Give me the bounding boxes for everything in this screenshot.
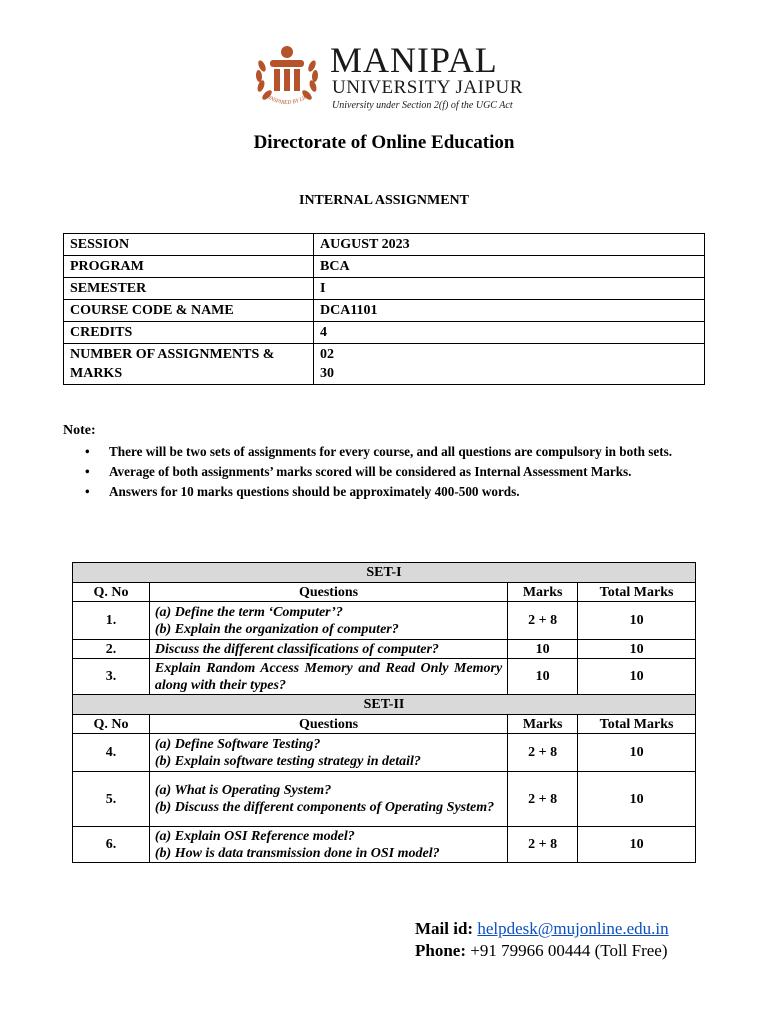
question-number: 2. [73,640,150,659]
question-total: 10 [578,640,696,659]
question-line: (a) Explain OSI Reference model? [154,828,355,844]
question-line: Discuss the different classifications of computer? [154,641,439,657]
question-number: 1. [73,602,150,640]
col-qno: Q. No [73,715,150,734]
bullet-icon: • [85,484,90,499]
info-value: AUGUST 2023 [314,234,705,256]
question-line: (b) How is data transmission done in OSI model? [154,845,440,861]
col-total: Total Marks [578,583,696,602]
set-header-row [73,563,696,583]
column-header-row [73,715,696,734]
question-line: (b) Discuss the different components of Operating System? [154,800,495,815]
bullet-icon: • [85,464,90,479]
question-row [73,772,696,827]
note-text: Answers for 10 marks questions should be approximately 400-500 words. [109,484,520,499]
logo-motto: INSPIRED BY LIFE [267,92,312,107]
question-line: (b) Explain software testing strategy in detail? [154,753,421,769]
info-row [64,300,705,322]
question-total: 10 [578,827,696,863]
note-label: Note: [63,423,96,438]
mail-link[interactable]: helpdesk@mujonline.edu.in [477,919,669,938]
set-title: SET-II [73,695,696,715]
info-row [64,322,705,344]
question-row [73,602,696,640]
question-row [73,827,696,863]
question-line: (b) Explain the organization of computer? [154,621,399,637]
assignment-sets-table [72,562,696,863]
question-text [149,659,507,695]
logo-subname: UNIVERSITY JAIPUR [332,77,523,98]
contact-footer [415,918,669,962]
note-item [85,483,695,501]
info-value: DCA1101 [314,300,705,322]
note-item [85,443,695,461]
phone-line [415,940,669,962]
question-text [149,827,507,863]
col-total: Total Marks [578,715,696,734]
directorate-title: Directorate of Online Education [253,132,515,153]
info-key: SEMESTER [64,278,314,300]
info-value-line: 02 [320,347,334,362]
col-marks: Marks [508,715,578,734]
question-line: (a) What is Operating System? [154,783,332,798]
info-key-line: NUMBER OF ASSIGNMENTS & [70,347,275,362]
question-row [73,659,696,695]
question-text [149,772,507,827]
info-value: 4 [314,322,705,344]
info-row [64,256,705,278]
note-text: Average of both assignments’ marks scored will be considered as Internal Assessment Marks. [109,464,632,479]
question-row [73,640,696,659]
bullet-icon: • [85,444,90,459]
info-value-line: 30 [320,366,334,381]
university-emblem-icon [252,40,322,110]
col-qno: Q. No [73,583,150,602]
question-marks: 2 + 8 [508,827,578,863]
question-line: (a) Define the term ‘Computer’? [154,604,343,620]
info-value [314,344,705,385]
info-row [64,234,705,256]
question-marks: 10 [508,640,578,659]
note-text: There will be two sets of assignments for every course, and all questions are compulsory in both sets. [109,444,673,459]
info-key: COURSE CODE & NAME [64,300,314,322]
info-row [64,344,705,385]
logo-tagline: University under Section 2(f) of the UGC Act [332,100,513,111]
question-marks: 2 + 8 [508,734,578,772]
question-line: Explain Random Access Memory and Read Only Memory along with their types? [154,660,503,693]
info-key-line: MARKS [70,366,123,381]
question-total: 10 [578,772,696,827]
col-questions: Questions [149,715,507,734]
question-total: 10 [578,659,696,695]
mail-line [415,918,669,940]
col-marks: Marks [508,583,578,602]
phone-label: Phone: [415,941,466,960]
question-marks: 2 + 8 [508,772,578,827]
question-number: 5. [73,772,150,827]
question-line: (a) Define Software Testing? [154,736,321,752]
notes-list [85,443,695,503]
question-marks: 2 + 8 [508,602,578,640]
mail-label: Mail id: [415,919,474,938]
question-number: 6. [73,827,150,863]
set-header-row [73,695,696,715]
phone-number: +91 79966 00444 (Toll Free) [470,941,668,960]
course-info-table [63,233,705,385]
question-number: 4. [73,734,150,772]
set-title: SET-I [73,563,696,583]
info-key: SESSION [64,234,314,256]
info-key [64,344,314,385]
note-item [85,463,695,481]
col-questions: Questions [149,583,507,602]
info-key: PROGRAM [64,256,314,278]
info-value: I [314,278,705,300]
question-text [149,640,507,659]
question-text [149,734,507,772]
logo-name: MANIPAL [330,40,498,80]
question-row [73,734,696,772]
question-number: 3. [73,659,150,695]
info-key: CREDITS [64,322,314,344]
question-total: 10 [578,734,696,772]
column-header-row [73,583,696,602]
assignment-title: INTERNAL ASSIGNMENT [299,193,469,208]
university-logo [252,40,524,116]
info-row [64,278,705,300]
question-marks: 10 [508,659,578,695]
question-total: 10 [578,602,696,640]
question-text [149,602,507,640]
info-value: BCA [314,256,705,278]
